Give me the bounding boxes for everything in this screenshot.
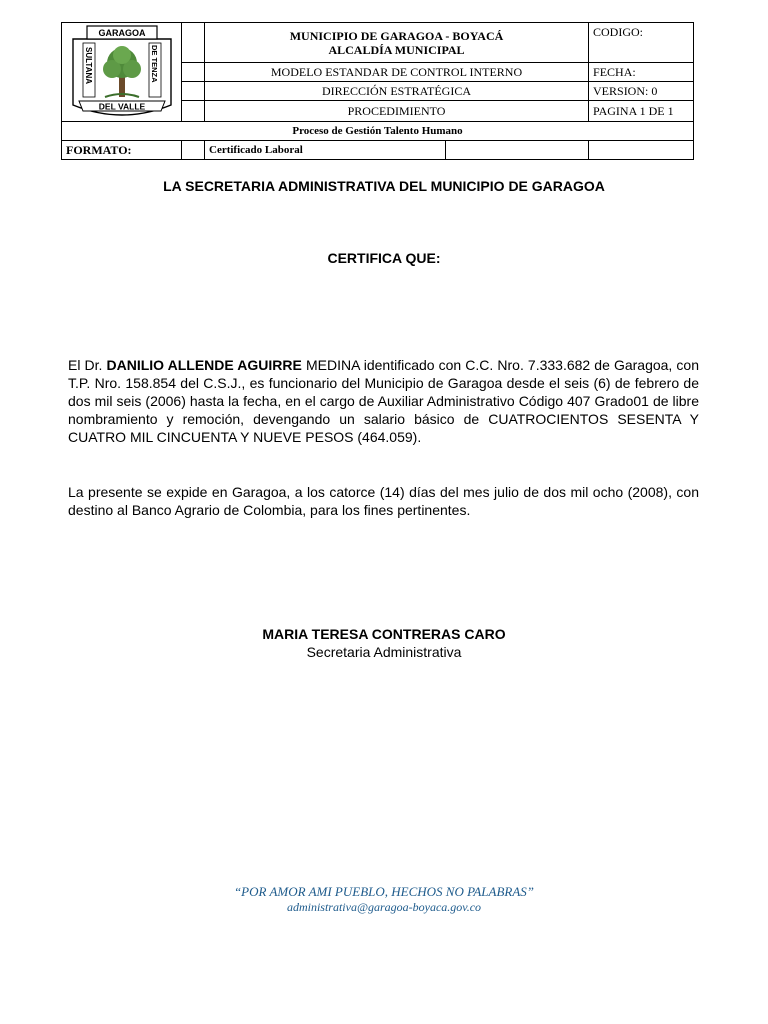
footer-slogan: “POR AMOR AMI PUEBLO, HECHOS NO PALABRAS”	[233, 884, 535, 899]
model-label: MODELO ESTANDAR DE CONTROL INTERNO	[205, 63, 589, 82]
employee-name: DANILIO ALLENDE AGUIRRE	[106, 357, 302, 373]
certificate-paragraph	[68, 356, 699, 446]
process-label: Proceso de Gestión Talento Humano	[62, 122, 694, 141]
blank-cell	[182, 141, 205, 160]
logo-right-text: DE TENZA	[149, 45, 159, 83]
direction-label: DIRECCIÓN ESTRATÉGICA	[205, 82, 589, 101]
municipality-name: MUNICIPIO DE GARAGOA - BOYACÁ	[289, 28, 504, 43]
blank-cell	[446, 141, 589, 160]
document-header-table	[61, 22, 694, 160]
page-label: PAGINA 1 DE 1	[589, 101, 694, 122]
blank-cell	[182, 63, 205, 82]
certifica-heading: CERTIFICA QUE:	[327, 250, 441, 266]
logo-left-text: SULTANA	[83, 47, 93, 85]
formato-label: FORMATO:	[62, 141, 182, 160]
blank-cell	[182, 23, 205, 63]
office-name: ALCALDÍA MUNICIPAL	[328, 42, 465, 57]
formato-value: Certificado Laboral	[205, 141, 446, 160]
procedure-label: PROCEDIMIENTO	[205, 101, 589, 122]
logo-bottom-text: DEL VALLE	[98, 101, 145, 112]
version-label: VERSION: 0	[589, 82, 694, 101]
fecha-label: FECHA:	[589, 63, 694, 82]
document-heading: LA SECRETARIA ADMINISTRATIVA DEL MUNICIPIO DE GARAGOA	[163, 178, 605, 194]
issuance-paragraph: La presente se expide en Garagoa, a los catorce (14) días del mes julio de dos mil ocho (2008), con destino al Banco Agrario de Colombia, para los fines pertinentes.	[68, 484, 699, 518]
paragraph-body: MEDINA identificado con C.C. Nro. 7.333.682 de Garagoa, con T.P. Nro. 158.854 del C.S.J., es funcionario del Municipio de Garagoa desde el seis (6) de febrero de dos mil seis (2006) hasta la fecha, en el cargo de Auxiliar Administrativo Código 407 Grado01 de libre nombramiento y remoción, devengando un salario básico de CUATROCIENTOS SESENTA Y CUATRO MIL CINCUENTA Y NUEVE PESOS (464.059).	[68, 357, 699, 445]
blank-cell	[589, 141, 694, 160]
municipal-seal-icon	[69, 25, 175, 121]
paragraph-prefix: El Dr.	[68, 357, 107, 373]
municipality-title-cell	[205, 23, 589, 63]
blank-cell	[182, 101, 205, 122]
signatory-role: Secretaria Administrativa	[306, 644, 462, 660]
signatory-name: MARIA TERESA CONTRERAS CARO	[262, 626, 506, 642]
blank-cell	[182, 82, 205, 101]
logo-cell	[62, 23, 182, 122]
logo-top-text: GARAGOA	[98, 28, 145, 38]
footer-email: administrativa@garagoa-boyaca.gov.co	[286, 900, 482, 914]
codigo-label: CODIGO:	[589, 23, 694, 63]
